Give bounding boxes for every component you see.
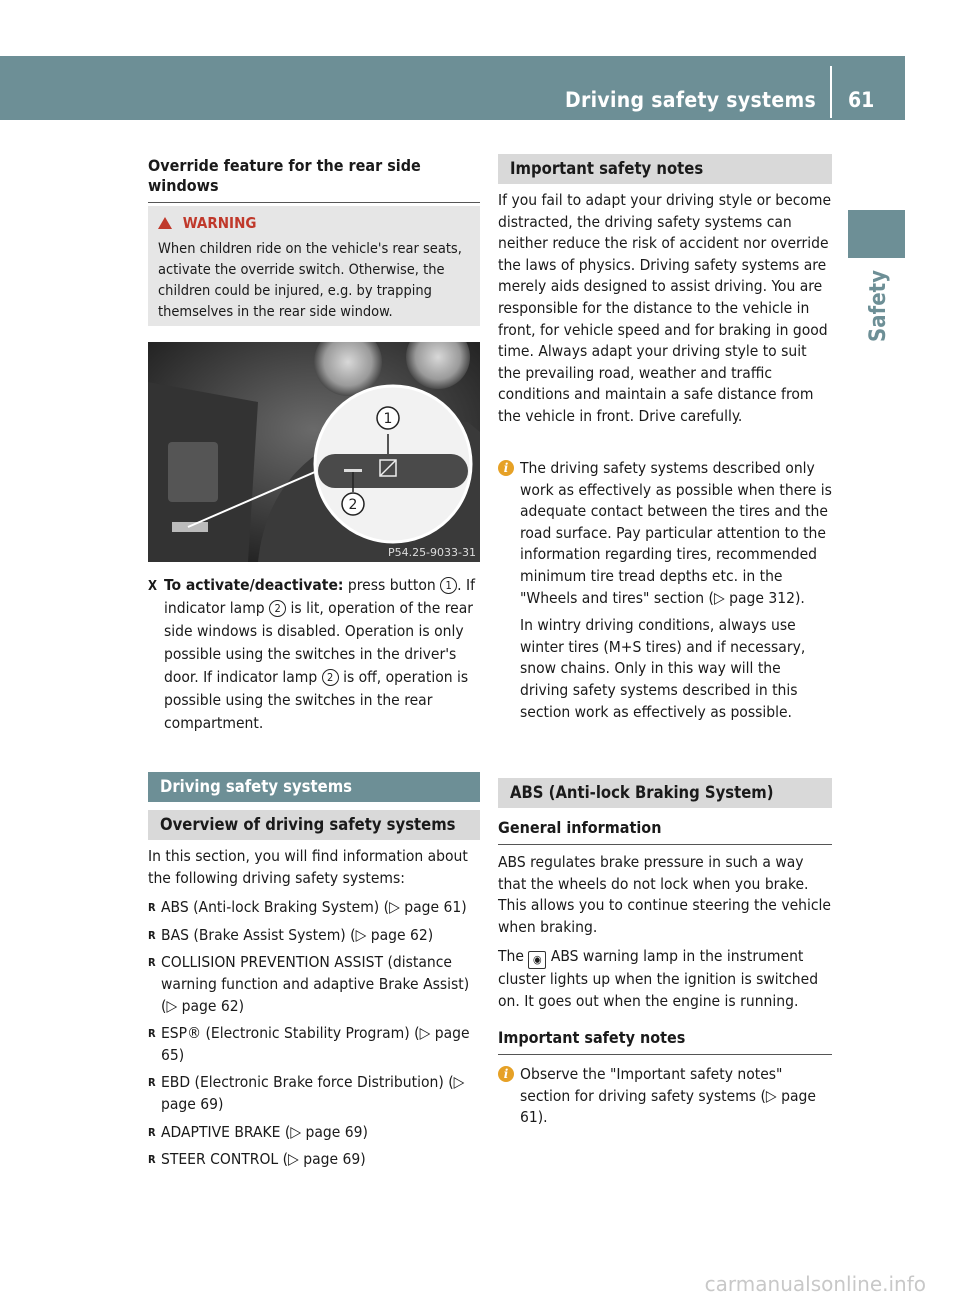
general-info-heading: General information [498,818,662,837]
list-item: R ABS (Anti-lock Braking System) (▷ page 61) [148,897,480,919]
override-section [148,156,480,203]
activation-step: X To activate/deactivate: press button 1 . If indicator lamp 2 is lit, operation of the rear side windows is disabled. Operation is only possible using the switches in the driver's door. If indicator lamp 2 is off, operation is possible using the switches in the rear compartment. [148,576,476,732]
list-item: R ESP® (Electronic Stability Program) (▷ page 65) [148,1023,480,1066]
section-band-driving-safety: Driving safety systems [148,772,480,802]
override-figure [148,342,480,562]
list-item: R COLLISION PREVENTION ASSIST (distance warning function and adaptive Brake Assist) (▷ page 62) [148,952,480,1017]
list-item: R ADAPTIVE BRAKE (▷ page 69) [148,1122,480,1144]
callout-ref-2: 2 [269,600,286,617]
list-item: R STEER CONTROL (▷ page 69) [148,1149,480,1171]
callout-ref-1: 1 [440,577,457,594]
heading-rule [148,202,480,203]
abs-warning-lamp-icon: ◉ [528,951,546,969]
step-marker-icon: X [148,579,158,594]
watermark: carmanualsonline.info [704,1272,926,1296]
info-note-1 [498,458,832,723]
subsection-band-overview: Overview of driving safety systems [148,810,480,840]
abs-paragraph-2: The ◉ ABS warning lamp in the instrument cluster lights up when the ignition is switched on. It goes out when the engine is running. [498,947,819,1010]
info-note-2-text: Observe the "Important safety notes" section for driving safety systems (▷ page 61). [520,1065,816,1127]
section-band-abs: ABS (Anti-lock Braking System) [498,778,832,808]
overview-intro: In this section, you will find information about the following driving safety systems: [148,847,468,887]
step-lead: To activate/deactivate: [164,576,344,594]
side-tab-label: Safety [866,270,891,343]
steering-wheel-photo [148,342,480,562]
info-note-1-p1: The driving safety systems described only work as effectively as possible when there is adequate contact between the tires and the road surface. Pay particular attention to the information regarding tires, recommended minimum tire tread depths etc. in the "Wheels and tires" section (▷ page 312). [520,459,832,607]
info-note-1-p2: In wintry driving conditions, always use winter tires (M+S tires) and if necessary, snow chains. Only in this way will the driving safety systems described in this section work as effectively as possible. [520,616,806,721]
page-number: 61 [848,88,875,112]
abs-paragraph-1: ABS regulates brake pressure in such a way that the wheels do not lock when you brake. This allows you to continue steering the vehicle when braking. [498,853,831,936]
callout-ref-2b: 2 [322,669,339,686]
warning-box [148,206,480,326]
door-switch-panel [168,442,218,502]
heading-rule [498,1054,832,1055]
warning-header [158,214,256,232]
warning-text: When children ride on the vehicle's rear seats, activate the override switch. Otherwise, the children could be injured, e.g. by trapping themselves in the rear side window. [158,241,462,320]
abs-content [498,852,832,1013]
override-heading: Override feature for the rear side windows [148,156,421,195]
callout-1: 1 [383,411,393,427]
list-item: R BAS (Brake Assist System) (▷ page 62) [148,925,480,947]
info-icon: i [498,1066,514,1082]
info-note-2 [498,1064,832,1129]
warning-label: WARNING [182,214,257,232]
warning-triangle-icon [158,217,172,229]
abs-safety-notes-section [498,1028,832,1055]
abs-safety-notes-heading: Important safety notes [498,1028,686,1047]
info-icon: i [498,460,514,476]
general-information-section [498,818,832,845]
callout-2: 2 [348,497,358,513]
overview-content [148,846,480,1177]
subsection-band-safety-notes: Important safety notes [498,154,832,184]
list-item: R EBD (Electronic Brake force Distribution) (▷ page 69) [148,1072,480,1115]
safety-paragraph: If you fail to adapt your driving style or become distracted, the driving safety systems can neither reduce the risk of accident nor override the laws of physics. Driving safety systems are merely aids designed to assist driving. You are responsible for the distance to the vehicle in front, for vehicle speed and for braking in good time. Always adapt your driving style to suit the prevailing road, weather and traffic conditions and maintain a safe distance from the vehicle in front. Drive carefully. [498,191,832,425]
override-switch [318,454,468,488]
heading-rule [498,844,832,845]
figure-ref: P54.25-9033-31 [387,546,476,559]
header-divider [830,66,832,118]
systems-list [148,897,480,1171]
side-tab-marker [848,210,905,258]
running-header-title: Driving safety systems [565,88,816,112]
